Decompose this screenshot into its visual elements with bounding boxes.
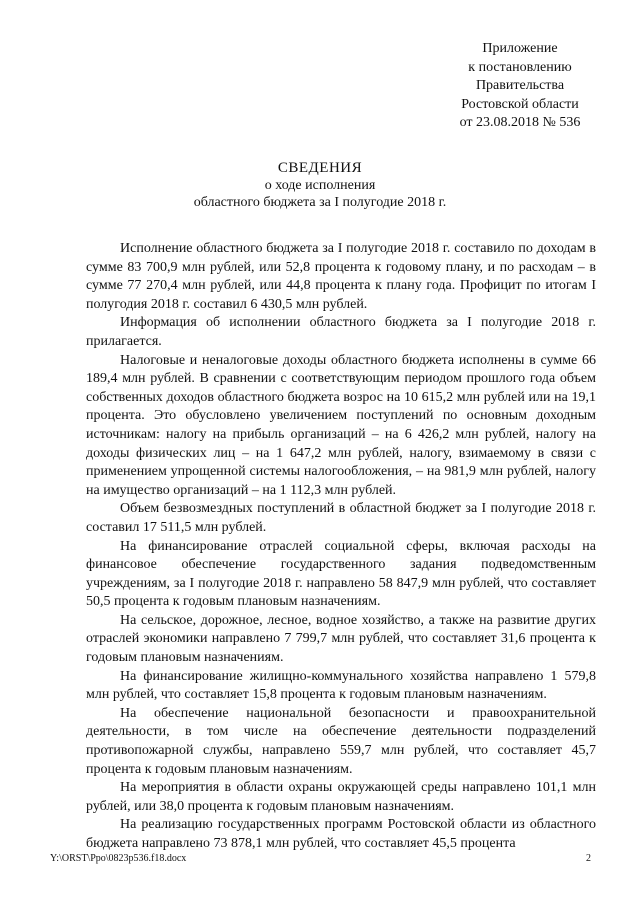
document-title: СВЕДЕНИЯ: [277, 160, 363, 176]
paragraph: Налоговые и неналоговые доходы областного бюджета исполнены в сумме 66 189,4 млн рублей. В сравнении с соответствующим периодом прошлого года объем собственных доходов областного бюджета возрос на 10 615,2 млн рублей или на 19,1 процента. Это обусловлено увеличением поступлений по основным доходным источникам: налогу на прибыль организаций – на 6 426,2 млн рублей, налогу на доходы физических лиц – на 1 647,2 млн рублей, налогу, взимаемому в связи с применением упрощенной системы налогообложения, – на 981,9 млн рублей, налогу на имущество организаций – на 1 112,3 млн рублей.: [86, 352, 596, 498]
document-subtitle-line-2: областного бюджета за I полугодие 2018 г.: [193, 195, 447, 210]
paragraph: Объем безвозмездных поступлений в областной бюджет за I полугодие 2018 г. составил 17 511,5 млн рублей.: [86, 501, 596, 535]
paragraph: На реализацию государственных программ Ростовской области из областного бюджета направлено 73 878,1 млн рублей, что составляет 45,5 процента: [86, 817, 596, 851]
paragraph: На мероприятия в области охраны окружающей среды направлено 101,1 млн рублей, или 38,0 процента к годовым плановым назначениям.: [86, 780, 596, 814]
document-body: [86, 240, 596, 854]
paragraph: На финансирование жилищно-коммунального хозяйства направлено 1 579,8 млн рублей, что составляет 15,8 процента к годовым плановым назначениям.: [86, 668, 596, 703]
page-number: 2: [586, 853, 591, 864]
appendix-block: [420, 40, 620, 133]
paragraph: На финансирование отраслей социальной сферы, включая расходы на финансовое обеспечение государственного задания подведомственным учреждениям, за I полугодие 2018 г. направлено 58 847,9 млн рублей, что составляет 50,5 процента к годовым плановым назначениям.: [86, 538, 596, 610]
appendix-line: Приложение: [482, 41, 558, 56]
document-subtitle-line-1: о ходе исполнения: [264, 178, 376, 193]
appendix-line: к постановлению: [468, 59, 572, 75]
paragraph: Исполнение областного бюджета за I полугодие 2018 г. составило по доходам в сумме 83 700,9 млн рублей, или 52,8 процента к годовому плану, и по расходам – в сумме 77 270,4 млн рублей, или 44,8 процента к плану года. Профицит по итогам I полугодия 2018 г. составил 6 430,5 млн рублей.: [86, 241, 596, 312]
paragraph: Информация об исполнении областного бюджета за I полугодие 2018 г. прилагается.: [86, 315, 596, 349]
footer-file-path: Y:\ORST\Ppo\0823p536.f18.docx: [50, 853, 187, 864]
appendix-line: Правительства: [475, 78, 565, 93]
document-heading: [0, 160, 640, 211]
paragraph: На сельское, дорожное, лесное, водное хозяйство, а также на развитие других отраслей экономики направлено 7 799,7 млн рублей, что составляет 31,6 процента к годовым плановым назначениям.: [86, 612, 596, 666]
paragraph: На обеспечение национальной безопасности и правоохранительной деятельности, в том числе на обеспечение деятельности подразделений противопожарной службы, направлено 559,7 млн рублей, что составляет 45,7 процента к годовым плановым назначениям.: [86, 705, 596, 777]
appendix-line: от 23.08.2018 № 536: [459, 115, 581, 130]
appendix-line: Ростовской области: [461, 96, 579, 112]
